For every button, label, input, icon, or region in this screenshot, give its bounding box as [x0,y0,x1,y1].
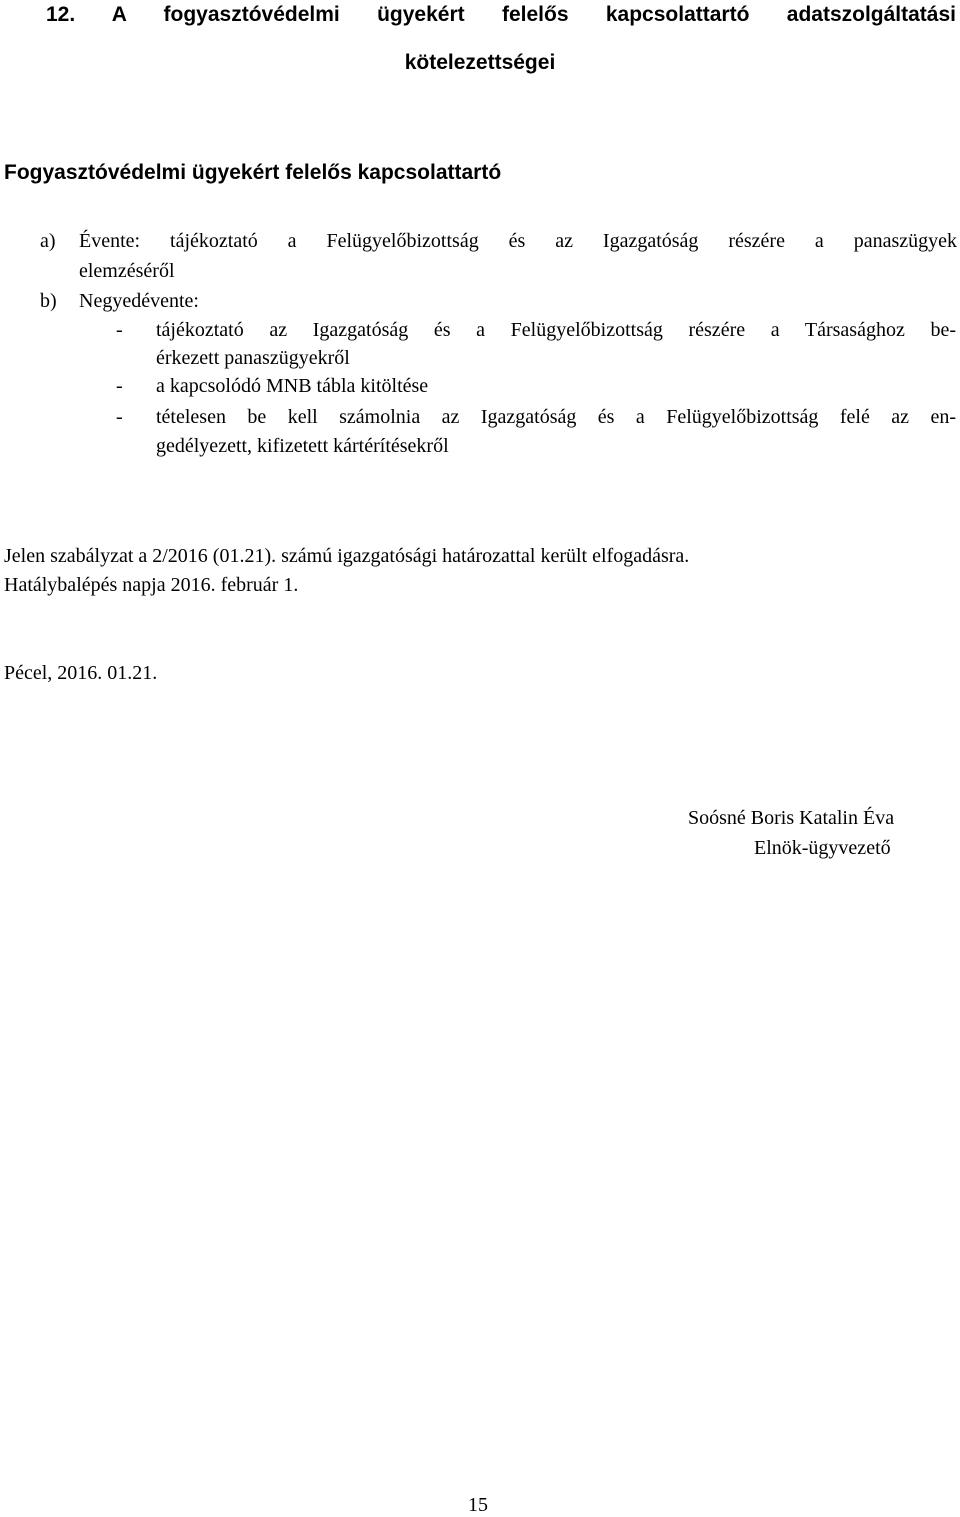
place-date: Pécel, 2016. 01.21. [4,662,158,684]
item-a-line1: Évente: tájékoztató a Felügyelőbizottság és az Igazgatóság részére a panaszügyek [79,230,957,252]
bullet-2-line1: a kapcsolódó MNB tábla kitöltése [156,375,429,397]
bullet-3-line2: gedélyezett, kifizetett kártérítésekről [156,435,449,457]
item-b-label: b) [40,290,57,312]
bullet-1-line2: érkezett panaszügyekről [156,347,350,369]
adoption-text: Jelen szabályzat a 2/2016 (01.21). számú igazgatósági határozattal került elfogadásra. [4,545,690,567]
item-a-line2: elemzéséről [79,260,175,282]
bullet-dash: - [116,375,123,397]
bullet-dash: - [116,406,123,428]
bullet-3-line1: tételesen be kell számolnia az Igazgatóság és a Felügyelőbizottság felé az en- [156,406,956,428]
item-a-label: a) [40,230,56,252]
section-title-line2: kötelezettségei [404,51,556,74]
item-b-heading: Negyedévente: [79,290,199,312]
section-title-line1: 12. A fogyasztóvédelmi ügyekért felelős kapcsolattartó adatszolgáltatási [46,3,956,26]
effective-date-text: Hatálybalépés napja 2016. február 1. [4,574,299,596]
bullet-dash: - [116,319,123,341]
subheading: Fogyasztóvédelmi ügyekért felelős kapcsolattartó [4,161,502,184]
signatory-title: Elnök-ügyvezető [754,837,891,859]
bullet-1-line1: tájékoztató az Igazgatóság és a Felügyelőbizottság részére a Társasághoz be- [156,319,956,341]
signatory-name: Soósné Boris Katalin Éva [688,807,895,829]
page-number: 15 [468,1494,488,1516]
